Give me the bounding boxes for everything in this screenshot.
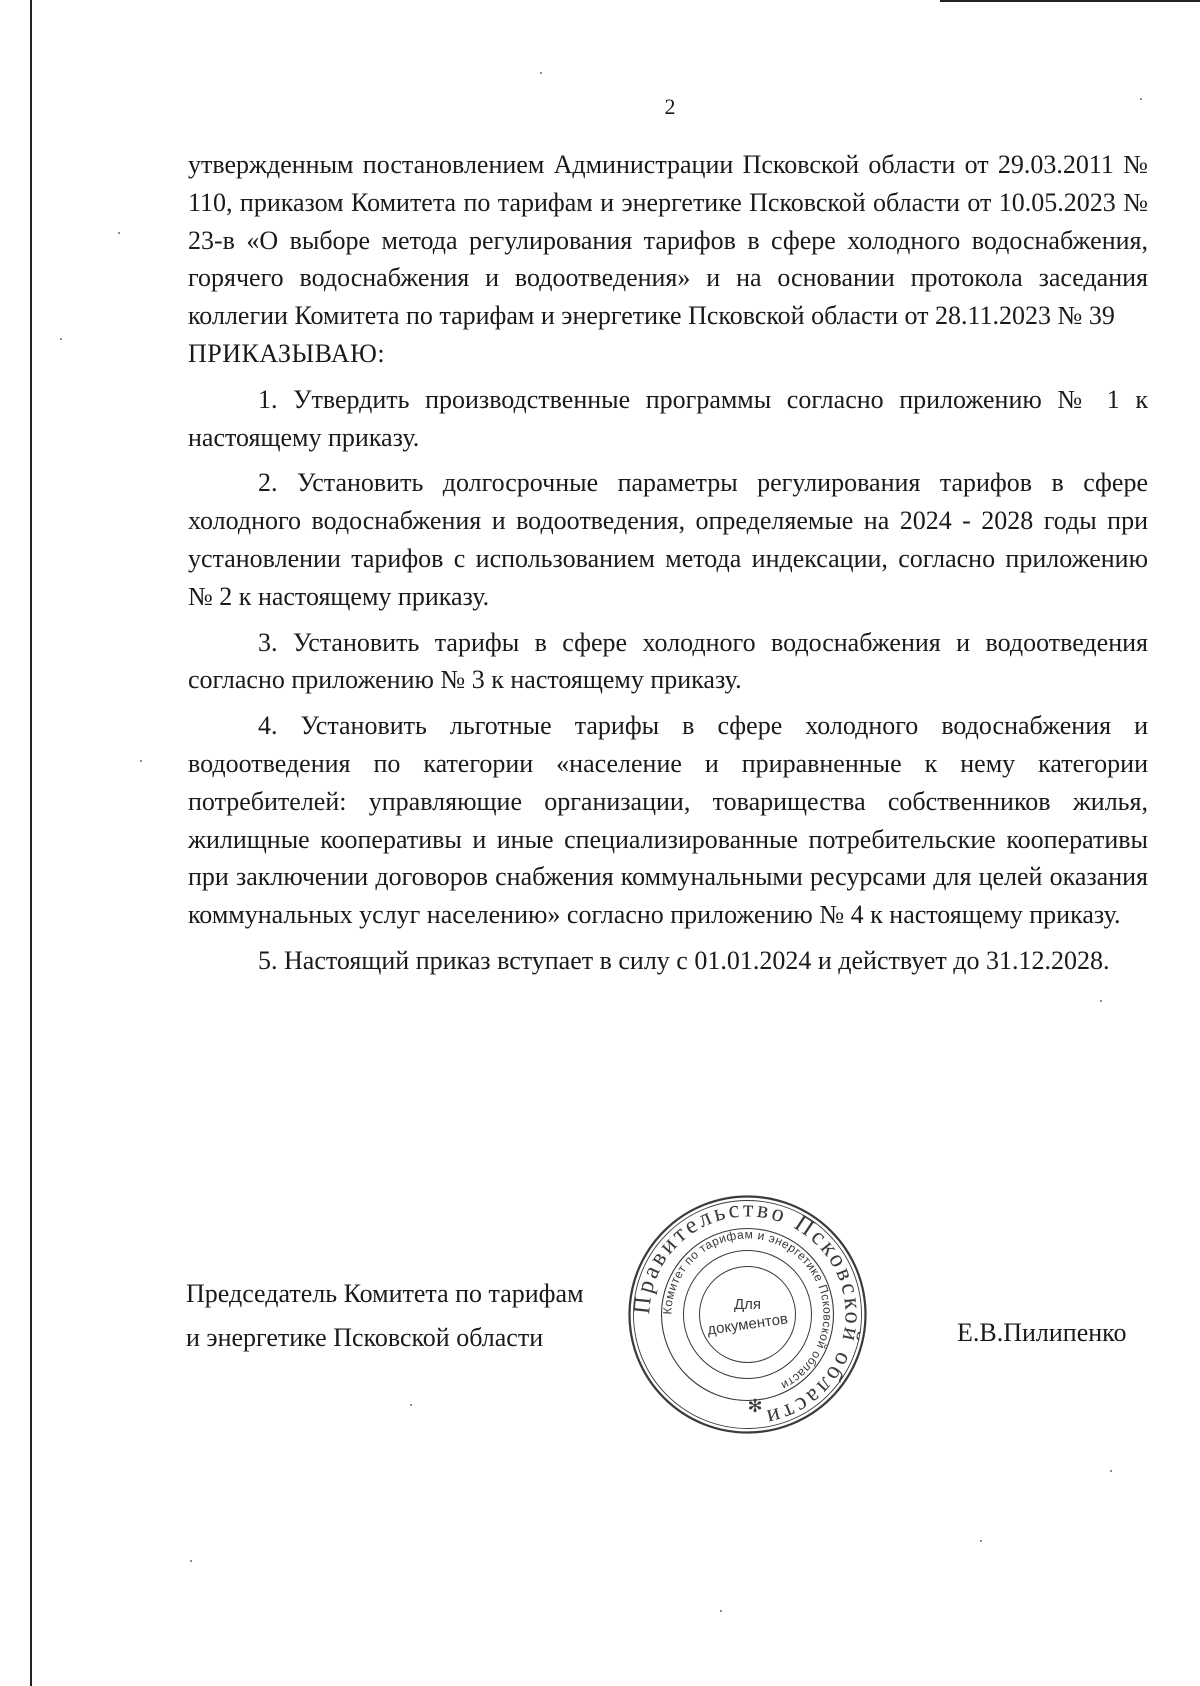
position-line-1: Председатель Комитета по тарифам bbox=[186, 1279, 584, 1308]
scan-speck bbox=[1100, 1000, 1102, 1002]
page-number: 2 bbox=[664, 94, 676, 119]
official-seal bbox=[625, 1192, 870, 1437]
order-item-2: 2. Установить долгосрочные параметры регулирования тарифов в сфере холодного водоснабжения и водоотведения, определяемые на 2024 - 2028 годы при установлении тарифов с использованием метода индексации, согласно приложению № 2 к настоящему приказу. bbox=[188, 468, 1148, 611]
order-heading: ПРИКАЗЫВАЮ: bbox=[188, 338, 386, 368]
scan-edge-left bbox=[30, 0, 32, 1686]
scan-speck bbox=[140, 760, 142, 762]
signatory-position bbox=[186, 1272, 646, 1360]
scan-speck bbox=[540, 72, 542, 74]
scan-speck bbox=[720, 1610, 722, 1612]
scan-edge-top bbox=[940, 0, 1200, 2]
scan-speck bbox=[1110, 1470, 1112, 1472]
scan-speck bbox=[60, 338, 62, 340]
seal-center-line-2: документов bbox=[706, 1310, 789, 1339]
preamble-paragraph: утвержденным постановлением Администрации Псковской области от 29.03.2011 № 110, приказом Комитета по тарифам и энергетике Псковской области от 10.05.2023 № 23-в «О выборе метода регулирования тарифов в сфере холодного водоснабжения, горячего водоснабжения и водоотведения» и на основании протокола заседания коллегии Комитета по тарифам и энергетике Псковской области от 28.11.2023 № 39 bbox=[188, 150, 1148, 331]
scan-speck bbox=[980, 1540, 982, 1542]
order-item-4: 4. Установить льготные тарифы в сфере холодного водоснабжения и водоотведения по категории «население и приравненные к нему категории потребителей: управляющие организации, товарищества собственников жилья, жилищные кооперативы и иные специализированные потребительские кооперативы при заключении договоров снабжения коммунальными ресурсами для целей оказания коммунальных услуг населению» согласно приложению № 4 к настоящему приказу. bbox=[188, 711, 1148, 930]
seal-inner-textpath: Комитет по тарифам и энергетике Псковской области bbox=[660, 1227, 835, 1394]
seal-inner-ring bbox=[684, 1251, 812, 1379]
scan-speck bbox=[190, 1560, 192, 1562]
seal-outer-textpath: Правительство Псковской области bbox=[629, 1196, 866, 1432]
scan-speck bbox=[410, 1404, 412, 1406]
document-body bbox=[188, 146, 1148, 980]
order-item-5: 5. Настоящий приказ вступает в силу с 01.01.2024 и действует до 31.12.2028. bbox=[258, 945, 1110, 975]
seal-star-icon: ✻ bbox=[747, 1396, 763, 1417]
scan-speck bbox=[118, 232, 120, 234]
order-item-1: 1. Утвердить производственные программы согласно приложению № 1 к настоящему приказу. bbox=[188, 384, 1148, 452]
seal-center-line-1: Для bbox=[733, 1296, 762, 1313]
position-line-2: и энергетике Псковской области bbox=[186, 1323, 544, 1352]
order-item-3: 3. Установить тарифы в сфере холодного водоснабжения и водоотведения согласно приложению № 3 к настоящему приказу. bbox=[188, 627, 1148, 695]
signer-name: Е.В.Пилипенко bbox=[957, 1318, 1127, 1347]
